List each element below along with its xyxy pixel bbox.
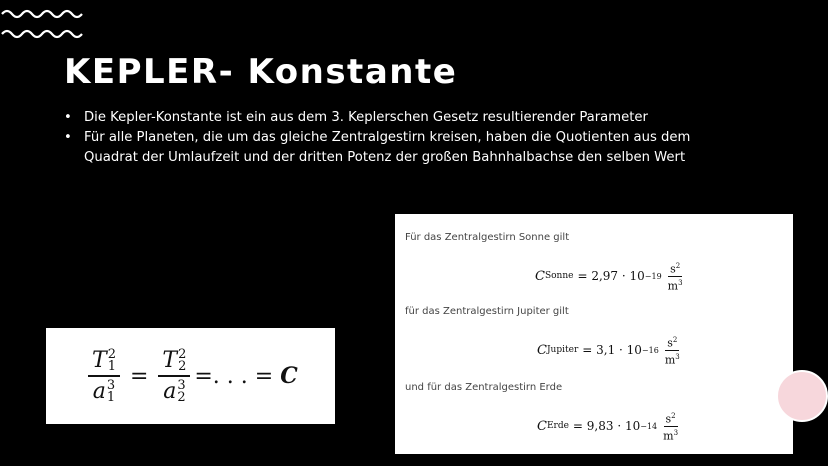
erde-label: und für das Zentralgestirn Erde: [405, 382, 563, 393]
erde-formula: C Erde = 9,83 · 10 −14 $s^2$ $m^3$: [537, 412, 679, 443]
decorative-circle-icon: [776, 370, 828, 422]
kepler-formula-box: [46, 328, 335, 424]
bullet-item: • Die Kepler-Konstante ist ein aus dem 3. Keplerschen Gesetz resultierender Parameter: [64, 108, 724, 128]
bullet-list: [64, 108, 724, 168]
jupiter-label: für das Zentralgestirn Jupiter gilt: [405, 306, 569, 317]
decorative-waves-icon: [0, 6, 92, 42]
bullet-item: • Für alle Planeten, die um das gleiche Zentralgestirn kreisen, haben die Quotienten aus dem Quadrat der Umlaufzeit und der dritten Potenz der großen Bahnhalbachse den selben Wert: [64, 128, 724, 168]
fraction-2: T 2 2 a 3 2: [158, 348, 190, 404]
fraction-1: T 2 1 a 3 1: [88, 348, 120, 404]
slide-title: KEPLER- Konstante: [64, 52, 458, 92]
equals-sign: =: [129, 363, 149, 389]
constants-panel: [395, 214, 793, 454]
unit-fraction: $s^2$ $m^3$: [667, 262, 683, 293]
formula-chain: =. . . = C: [194, 363, 298, 389]
unit-fraction: $s^2$ $m^3$: [664, 336, 680, 367]
unit-fraction: $s^2$ $m^3$: [663, 412, 679, 443]
jupiter-formula: C Jupiter = 3,1 · 10 −16 $s^2$ $m^3$: [537, 336, 680, 367]
sonne-label: Für das Zentralgestirn Sonne gilt: [405, 232, 570, 243]
sonne-formula: C Sonne = 2,97 · 10 −19 $s^2$ $m^3$: [535, 262, 683, 293]
